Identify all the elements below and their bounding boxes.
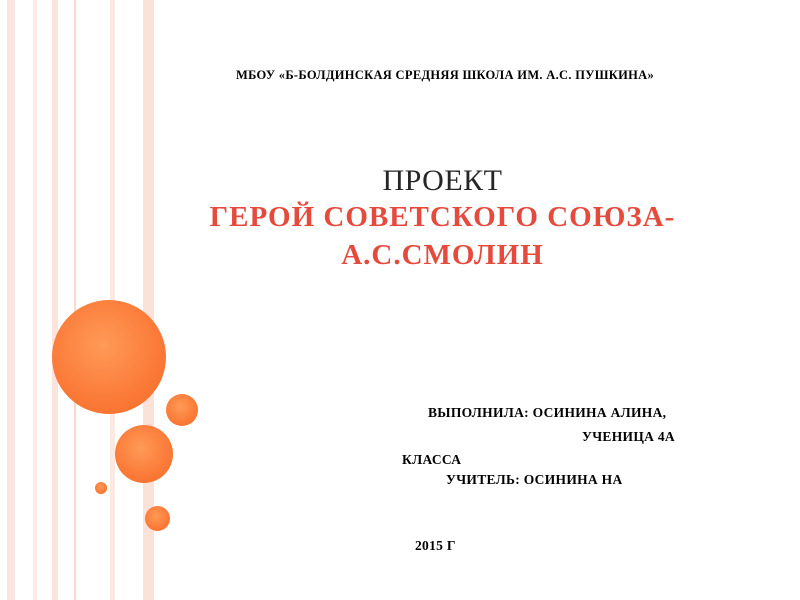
author-line-4: УЧИТЕЛЬ: ОСИНИНА НА [446, 472, 623, 487]
title-main-line-2: А.С.СМОЛИН [341, 239, 544, 271]
school-name: МБОУ «Б-БОЛДИНСКАЯ СРЕДНЯЯ ШКОЛА ИМ. А.С. ПУШКИНА» [235, 68, 655, 82]
title-prefix: ПРОЕКТ [382, 164, 503, 197]
stripe-2 [33, 0, 37, 600]
author-line-2: УЧЕНИЦА 4А [582, 429, 675, 444]
author-line-3: КЛАССА [402, 452, 462, 467]
stripe-3 [52, 0, 58, 600]
year: 2015 Г [415, 538, 456, 553]
title-block [160, 164, 725, 274]
small-circle-bottom [145, 506, 170, 531]
large-circle [52, 300, 166, 414]
tiny-circle [95, 482, 107, 494]
author-line-1: ВЫПОЛНИЛА: ОСИНИНА АЛИНА, [428, 405, 667, 420]
stripe-1 [7, 0, 15, 600]
stripe-4 [74, 0, 76, 600]
small-circle-right [166, 394, 198, 426]
title-main-line-1: ГЕРОЙ СОВЕТСКОГО СОЮЗА- [209, 201, 676, 233]
medium-circle [115, 425, 173, 483]
